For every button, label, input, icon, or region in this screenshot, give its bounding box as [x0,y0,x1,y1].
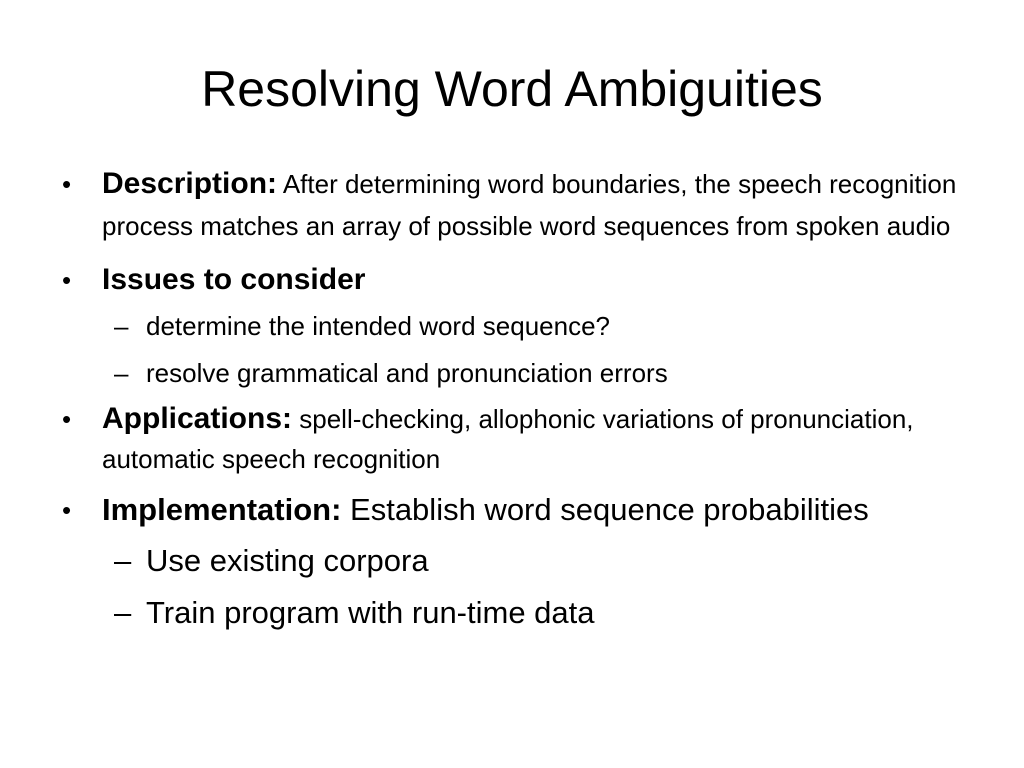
sub-bullet-dash: – [114,358,129,388]
bullet-label: Applications: [102,402,293,435]
sub-bullet-dash: – [114,543,132,578]
sub-bullet-dash: – [114,595,132,630]
sub-bullet [62,535,1002,587]
bullet-dot: • [62,404,72,434]
sub-bullet [62,303,1002,350]
bullet-issues [62,257,1002,303]
sub-bullet [62,350,1002,397]
bullet-dot: • [62,265,72,295]
slide-title: Resolving Word Ambiguities [201,61,823,117]
bullet-label: Issues to consider [102,263,366,296]
bullet-text: After determining word boundaries, the speech recognition process matches an array of possible word sequences from spoken audio [102,169,957,241]
bullet-dot: • [62,495,72,525]
sub-bullet-text: Train program with run-time data [146,595,595,630]
bullet-text: spell-checking, allophonic variations of pronunciation, automatic speech recognition [102,404,914,474]
bullet-text: Establish word sequence probabilities [350,492,869,527]
bullet-dot: • [62,169,72,199]
sub-bullet-dash: – [114,311,129,341]
bullet-label: Implementation: [102,492,342,527]
sub-bullet [62,587,1002,639]
bullet-description [62,163,1002,247]
bullet-implementation [62,485,1002,535]
bullet-label: Description: [102,167,278,200]
bullet-applications [62,399,1002,479]
slide-body [62,163,1002,639]
sub-bullet-text: resolve grammatical and pronunciation errors [146,358,668,388]
sub-bullet-text: Use existing corpora [146,543,429,578]
sub-bullet-text: determine the intended word sequence? [146,311,610,341]
